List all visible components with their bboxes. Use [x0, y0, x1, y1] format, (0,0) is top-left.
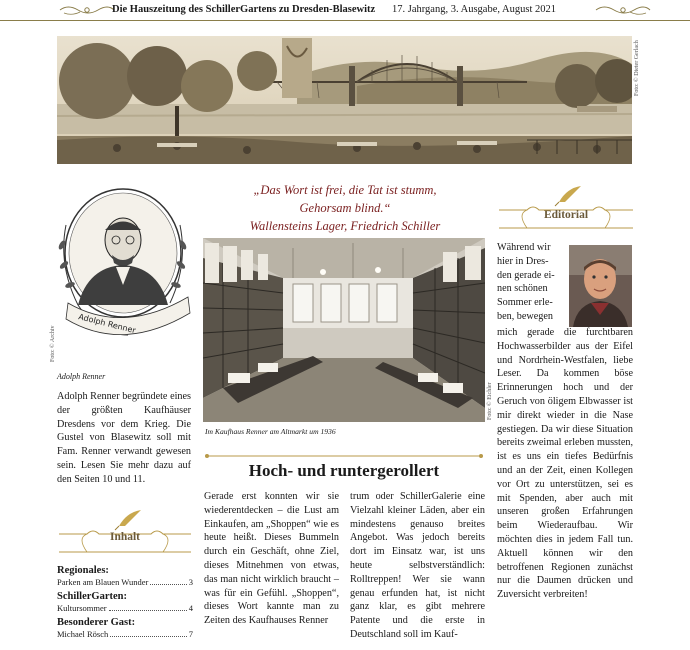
toc-leader: [110, 628, 187, 637]
editorial-line: den gerade ei-: [497, 269, 555, 281]
portrait-description: Adolph Renner begründete eines der größten Kaufhäuser Dresdens vor dem Krieg. Die Gustel von Blasewitz soll mit Fam. Renner verwandt gewesen sein. Lesen Sie mehr dazu auf den Seiten 10 und 11.: [57, 391, 191, 485]
portrait-engraving: [48, 185, 198, 355]
editorial-body: mich gerade die furchtbaren Hochwasserbilder aus der Eifel und Nordrhein-Westfalen, liebe Leser. Da kommen böse Erinnerungen hoch und der Geruch von öligem Elbwasser ist mir direkt wieder in die Nase gestiegen. Da wir diese Situation bereits zweimal erleben mussten, ist es uns ein tiefes Bedürfnis und an der Zeit, einen Kollegen vor Ort zu unterstützen, sei es mit Spenden, aber auch mit unseren großen Erfahrungen beim Wiederaufbau. Wir möchten dies in jedem Fall tun. Aktuell können wir den betroffenen Regionen zunächst nur die Daumen drücken und Zuversicht verbreiten!: [497, 327, 633, 601]
quote-line-2: Gehorsam blind.“: [299, 201, 391, 215]
article-column-1: Gerade erst konnten wir sie wiederentdecken – die Lust am Einkaufen, am „Shoppen“ wie es heute heißt. Dieses Bummeln durch ein Geschäft, ohne Ziel, dieses Mitnehmen von etwas, das man nicht wirklich braucht – was für ein Gefühl. „Shoppen“, dieses Wort kannte man zu Zeiten des Kaufhauses Renner: [204, 491, 339, 627]
portrait-caption: Adolph Renner: [57, 372, 106, 381]
toc-entry-title: Michael Rösch: [57, 629, 109, 639]
masthead-rule: [0, 20, 690, 21]
right-ornament-icon: [594, 3, 652, 17]
toc-entry-title: Kultursommer: [57, 603, 107, 613]
store-photo-credit: Foto: © Eichler: [487, 382, 493, 420]
banner-credit: Foto: © Dieter Gerlach: [634, 40, 640, 96]
article-column-2: trum oder SchillerGalerie eine Vielzahl kleiner Läden, aber ein mindestens genauso breites Angebot. Was jedoch bereits dort im Einsatz war, ist uns heute selbstverständlich: Rolltreppen! Wer sie wann genau erfunden hat, ist nicht ganz klar, es gibt mehrere Patente und die erste in Deutschland soll im Kauf-: [350, 491, 485, 640]
editorial-line: Sommer erle-: [497, 297, 553, 309]
contents-label: Inhalt: [109, 531, 141, 543]
toc-entry-page: 7: [188, 629, 193, 639]
toc-entry[interactable]: [57, 628, 193, 641]
quote-source: Wallensteins Lager, Friedrich Schiller: [249, 219, 441, 233]
toc-section-title: SchillerGarten:: [57, 591, 127, 602]
issue-info: 17. Jahrgang, 3. Ausgabe, August 2021: [392, 4, 557, 15]
quote-line-1: „Das Wort ist frei, die Tat ist stumm,: [253, 183, 437, 197]
toc-entry-title: Parken am Blauen Wunder: [57, 577, 149, 587]
toc-leader: [109, 602, 187, 611]
toc-entry-page: 3: [188, 577, 193, 587]
store-interior-photo: [203, 238, 485, 422]
editorial-line: ben, bewegen: [497, 310, 554, 322]
toc-section-title: Regionales:: [57, 565, 109, 576]
toc-entry[interactable]: [57, 576, 193, 589]
banner-photo: [57, 36, 632, 164]
quill-icon: [115, 510, 141, 530]
headline-ornament-icon: [203, 451, 485, 461]
schiller-quote: [200, 181, 490, 235]
masthead-bar: [0, 0, 690, 22]
portrait-credit: Foto: © Archiv: [50, 325, 56, 362]
toc-leader: [150, 576, 186, 585]
store-photo-caption: Im Kaufhaus Renner am Altmarkt um 1936: [205, 427, 336, 436]
editorial-line: Während wir: [497, 242, 551, 253]
quill-icon: [555, 186, 581, 206]
article-headline: Hoch- und runtergerollert: [248, 461, 440, 480]
editorial-line: hier in Dres-: [497, 255, 549, 267]
editorial-intro: [497, 241, 565, 324]
editor-photo: [569, 245, 632, 327]
editorial-line: nen schönen: [497, 283, 548, 295]
toc-entry-page: 4: [188, 603, 193, 613]
editorial-label: Editorial: [543, 209, 589, 221]
toc-entry[interactable]: [57, 602, 193, 615]
left-ornament-icon: [58, 3, 116, 17]
svg-text:Adolph Renner: Adolph Renner: [77, 312, 137, 336]
toc-section-title: Besonderer Gast:: [57, 617, 136, 628]
table-of-contents: [57, 563, 193, 641]
masthead-title: Die Hauszeitung des SchillerGartens zu Dresden-Blasewitz: [112, 4, 376, 15]
